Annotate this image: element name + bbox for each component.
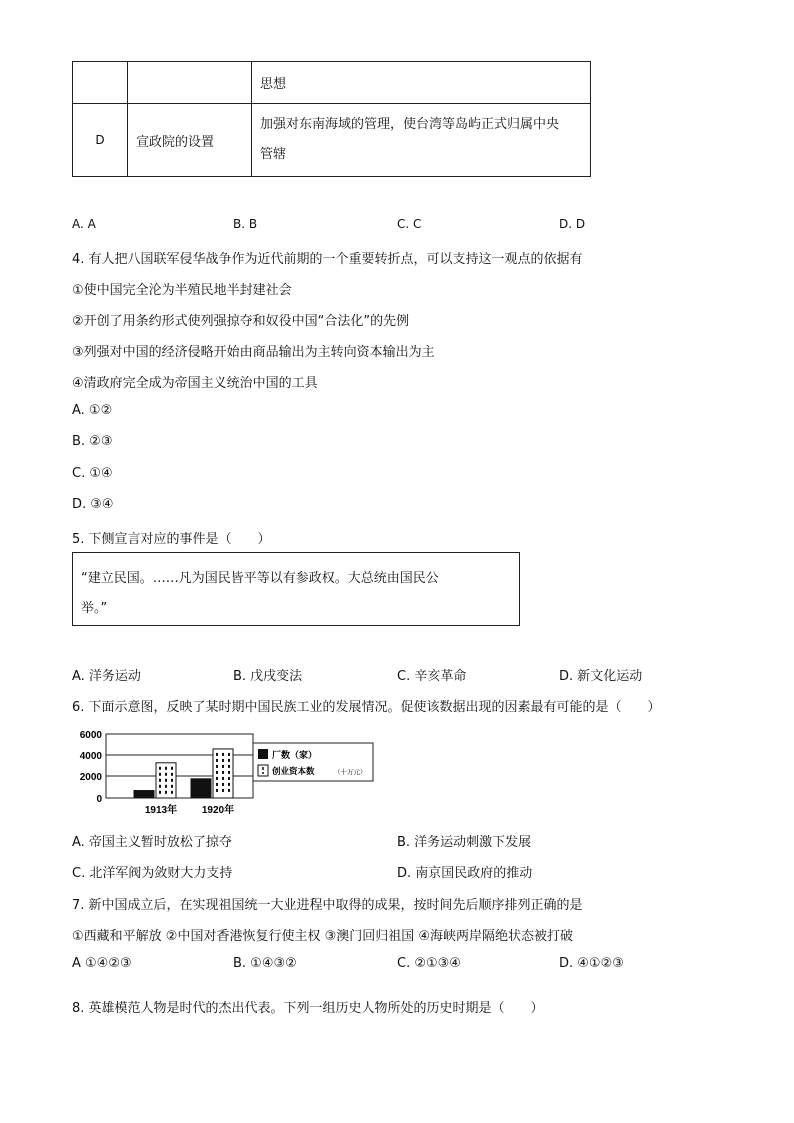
option-c: C. 辛亥革命 xyxy=(397,669,467,684)
option-a: A. A xyxy=(72,217,96,231)
bar-window-mark xyxy=(159,791,161,794)
bar-window-mark xyxy=(165,773,167,776)
option-d: D. D xyxy=(559,217,586,231)
option-a: A. 洋务运动 xyxy=(72,669,141,684)
bar-window-mark xyxy=(165,791,167,794)
bar-window-mark xyxy=(216,777,218,780)
bar-window-mark xyxy=(228,759,230,762)
bar-window-mark xyxy=(216,789,218,792)
option-a: A. ①② xyxy=(72,403,113,418)
y-tick-label: 4000 xyxy=(79,751,102,762)
option-b: B. ①④③② xyxy=(233,956,297,971)
x-tick-label: 1920年 xyxy=(201,805,235,816)
bar-window-mark xyxy=(171,791,173,794)
question-4-item: ②开创了用条约形式使列强掠夺和奴役中国“合法化”的先例 xyxy=(72,314,410,329)
options-table xyxy=(72,61,591,177)
option-a: A. 帝国主义暂时放松了掠夺 xyxy=(72,835,232,850)
bar-window-mark xyxy=(159,779,161,782)
question-4-item: ④清政府完全成为帝国主义统治中国的工具 xyxy=(72,376,318,391)
bar-window-mark xyxy=(228,783,230,786)
y-tick-label: 0 xyxy=(96,794,102,805)
bar-factories xyxy=(134,791,154,798)
bar-window-mark xyxy=(165,767,167,770)
desc-line: 管辖 xyxy=(260,147,287,162)
bar-window-mark xyxy=(171,773,173,776)
table-cell-letter: D xyxy=(73,104,128,177)
option-c: C. 北洋军阀为敛财大力支持 xyxy=(72,866,233,881)
bar-window-mark xyxy=(222,777,224,780)
option-b: B. 戊戌变法 xyxy=(233,669,303,684)
question-4-stem: 4. 有人把八国联军侵华战争作为近代前期的一个重要转折点，可以支持这一观点的依据有 xyxy=(72,252,583,267)
legend-swatch-capital xyxy=(258,765,268,776)
legend-label: 创业资本数 xyxy=(272,766,315,776)
bar-window-mark xyxy=(216,765,218,768)
question-7-stem: 7. 新中国成立后，在实现祖国统一大业进程中取得的成果，按时间先后顺序排列正确的是 xyxy=(72,898,583,913)
bar-window-mark xyxy=(228,765,230,768)
legend-label: 厂数（家） xyxy=(272,750,318,760)
bar-window-mark xyxy=(165,785,167,788)
question-5-stem: 5. 下侧宣言对应的事件是（ ） xyxy=(72,532,271,547)
bar-window-mark xyxy=(165,779,167,782)
bar-window-mark xyxy=(228,777,230,780)
option-d: D. ③④ xyxy=(72,497,114,512)
bar-window-mark xyxy=(171,785,173,788)
bar-window-mark xyxy=(228,771,230,774)
y-axis xyxy=(80,730,103,805)
bar-window-mark xyxy=(222,789,224,792)
bar-window-mark xyxy=(216,759,218,762)
option-c: C. C xyxy=(397,217,422,231)
question-4-item: ①使中国完全沦为半殖民地半封建社会 xyxy=(72,283,292,298)
legend-swatch-factories xyxy=(258,749,268,759)
x-tick-label: 1913年 xyxy=(144,805,178,816)
y-tick-label: 6000 xyxy=(79,730,102,741)
bar-window-mark xyxy=(159,785,161,788)
bar-window-mark xyxy=(228,753,230,756)
bar-window-mark xyxy=(222,759,224,762)
table-row xyxy=(73,62,591,104)
bar-window-mark xyxy=(159,767,161,770)
bar-window-mark xyxy=(159,773,161,776)
bar-window-mark xyxy=(222,765,224,768)
bar-window-mark xyxy=(216,753,218,756)
bar-window-mark xyxy=(216,783,218,786)
option-a: A ①④②③ xyxy=(72,956,132,971)
table-cell-item: 宣政院的设置 xyxy=(128,104,252,177)
option-d: D. 南京国民政府的推动 xyxy=(397,866,533,881)
legend xyxy=(253,743,373,781)
option-c: C. ②①③④ xyxy=(397,956,461,971)
bar-window-mark xyxy=(222,771,224,774)
option-c: C. ①④ xyxy=(72,466,113,481)
quote-line: 举。” xyxy=(81,601,108,616)
bar-window-mark xyxy=(216,771,218,774)
option-d: D. ④①②③ xyxy=(559,956,624,971)
table-cell-letter xyxy=(73,62,128,104)
table-cell-desc xyxy=(252,104,591,177)
bar-window-mark xyxy=(171,779,173,782)
bar-window-mark xyxy=(171,767,173,770)
question-7-items: ①西藏和平解放 ②中国对香港恢复行使主权 ③澳门回归祖国 ④海峡两岸隔绝状态被打破 xyxy=(72,929,574,944)
question-4-item: ③列强对中国的经济侵略开始由商品输出为主转向资本输出为主 xyxy=(72,345,435,360)
legend-unit: （十万元） xyxy=(334,769,367,776)
quote-box xyxy=(72,552,520,626)
bar-window-mark xyxy=(228,789,230,792)
option-d: D. 新文化运动 xyxy=(559,669,643,684)
table-cell-item xyxy=(128,62,252,104)
option-b: B. 洋务运动刺激下发展 xyxy=(397,835,532,850)
desc-line: 加强对东南海域的管理，使台湾等岛屿正式归属中央 xyxy=(260,117,560,132)
option-b: B. ②③ xyxy=(72,434,113,449)
question-8-stem: 8. 英雄模范人物是时代的杰出代表。下列一组历史人物所处的历史时期是（ ） xyxy=(72,1001,544,1016)
option-b: B. B xyxy=(233,217,258,231)
bar-window-mark xyxy=(222,753,224,756)
industry-chart xyxy=(72,726,378,818)
y-tick-label: 2000 xyxy=(79,772,102,783)
quote-line: “建立民国。……凡为国民皆平等以有参政权。大总统由国民公 xyxy=(81,571,439,586)
table-cell-desc xyxy=(252,62,591,104)
bar-factories xyxy=(191,779,211,798)
desc-line: 思想 xyxy=(260,77,287,92)
bar-window-mark xyxy=(222,783,224,786)
question-6-stem: 6. 下面示意图，反映了某时期中国民族工业的发展情况。促使该数据出现的因素最有可能的是（ ） xyxy=(72,700,661,715)
table-row xyxy=(73,104,591,177)
